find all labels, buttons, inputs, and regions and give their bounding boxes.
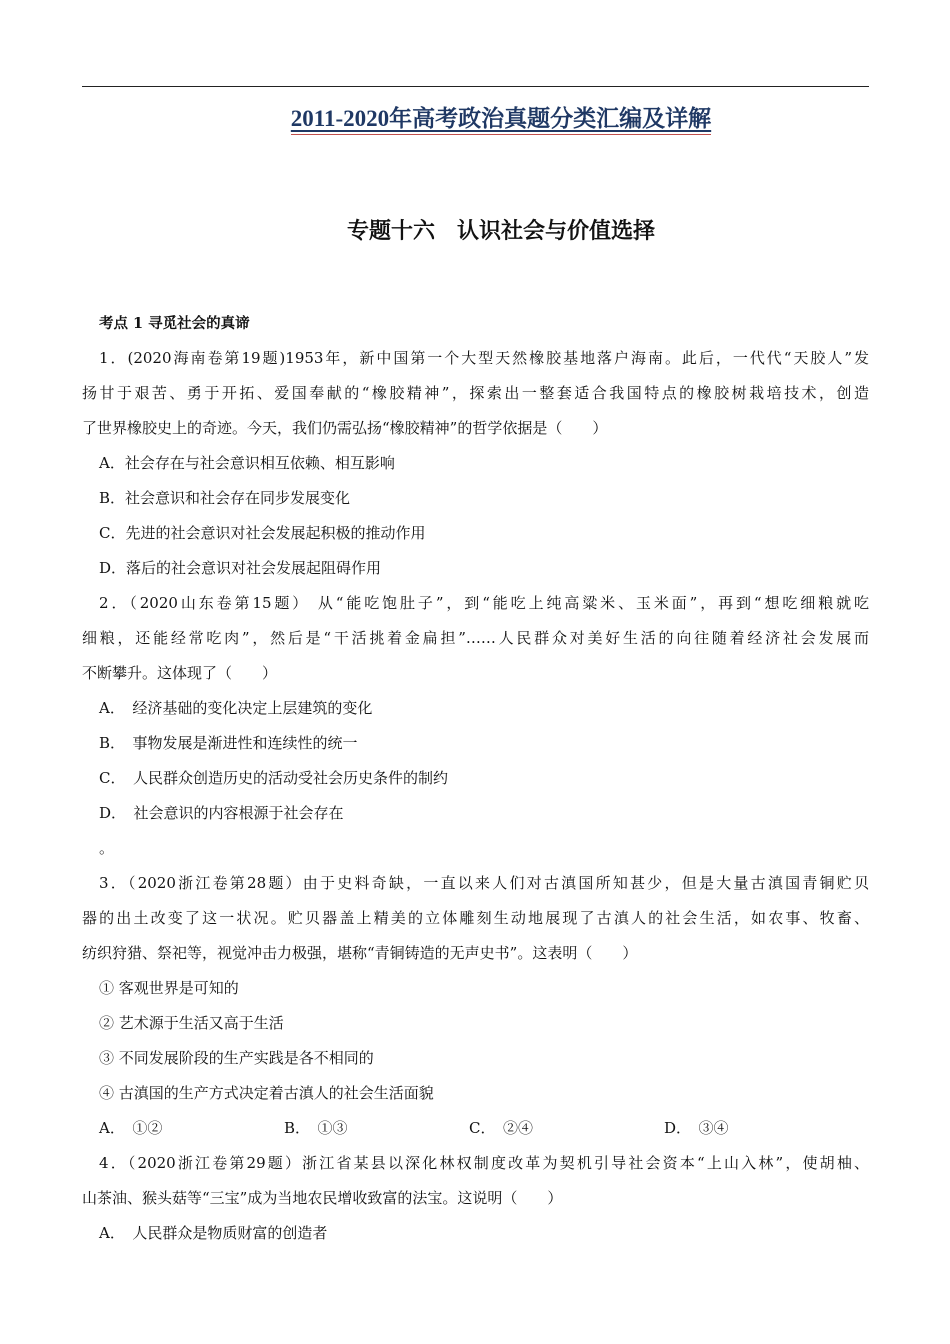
answer-option-a: A． 人民群众是物质财富的创造者 [99,1224,328,1242]
document-title-text: 2011-2020年高考政治真题分类汇编及详解 [291,106,711,135]
question-text-line: 2．（2020山东卷第15题） 从“能吃饱肚子”，到“能吃上纯高粱米、玉米面”，再到“想吃细粮就吃 [99,594,869,612]
question-1 [82,341,869,586]
question-4 [82,1146,869,1251]
question-text-line: 器的出土改变了这一状况。贮贝器盖上精美的立体雕刻生动地展现了古滇人的社会生活，如农事、牧畜、 [82,909,869,927]
answer-option-a: A． ①② [99,1119,163,1137]
header-rule [82,86,869,87]
question-text-line: 纺织狩猎、祭祀等，视觉冲击力极强，堪称“青铜铸造的无声史书”。这表明（ ） [82,944,638,962]
topic-title: 专题十六 认识社会与价值选择 [346,219,655,244]
answer-option-d: D． ③④ [664,1119,729,1137]
question-text-line: 4．（2020浙江卷第29题）浙江省某县以深化林权制度改革为契机引导社会资本“上山入林”，使胡柚、 [99,1154,869,1172]
answer-option-b: B． 事物发展是渐进性和连续性的统一 [99,734,358,752]
question-text-line: 扬甘于艰苦、勇于开拓、爱国奉献的“橡胶精神”，探索出一整套适合我国特点的橡胶树栽培技术，创造 [82,384,869,402]
statement-1: ① 客观世界是可知的 [99,979,239,997]
question-text-line: 山茶油、猴头菇等“三宝”成为当地农民增收致富的法宝。这说明（ ） [82,1189,563,1207]
document-title [0,100,950,133]
question-text-line: 1．(2020海南卷第19题)1953年，新中国第一个大型天然橡胶基地落户海南。此后，一代代“天胶人”发 [99,349,869,367]
statement-3: ③ 不同发展阶段的生产实践是各不相同的 [99,1049,374,1067]
answer-option-b: B． ①③ [284,1119,348,1137]
section-heading: 考点 1 寻觅社会的真谛 [99,315,250,332]
answer-option-d: D． 社会意识的内容根源于社会存在 [99,804,344,822]
answer-option-b: B．社会意识和社会存在同步发展变化 [99,489,351,507]
answer-options-row [82,1111,869,1146]
question-text-line: 细粮，还能经常吃肉”，然后是“干活挑着金扁担”……人民群众对美好生活的向往随着经济社会发展而 [82,629,869,647]
answer-option-a: A．社会存在与社会意识相互依赖、相互影响 [99,454,395,472]
answer-option-c: C． ②④ [469,1119,533,1137]
trailing-punctuation: 。 [99,839,115,857]
answer-option-a: A． 经济基础的变化决定上层建筑的变化 [99,699,373,717]
answer-option-d: D．落后的社会意识对社会发展起阻碍作用 [99,559,382,577]
question-2 [82,586,869,866]
question-text-line: 了世界橡胶史上的奇迹。今天，我们仍需弘扬“橡胶精神”的哲学依据是（ ） [82,419,608,437]
question-text-line: 不断攀升。这体现了（ ） [82,664,278,682]
document-body [82,306,869,1251]
statement-2: ② 艺术源于生活又高于生活 [99,1014,284,1032]
question-3 [82,866,869,1146]
statement-4: ④ 古滇国的生产方式决定着古滇人的社会生活面貌 [99,1084,434,1102]
answer-option-c: C． 人民群众创造历史的活动受社会历史条件的制约 [99,769,448,787]
answer-option-c: C．先进的社会意识对社会发展起积极的推动作用 [99,524,426,542]
question-text-line: 3．（2020浙江卷第28题）由于史料奇缺，一直以来人们对古滇国所知甚少，但是大量古滇国青铜贮贝 [99,874,869,892]
